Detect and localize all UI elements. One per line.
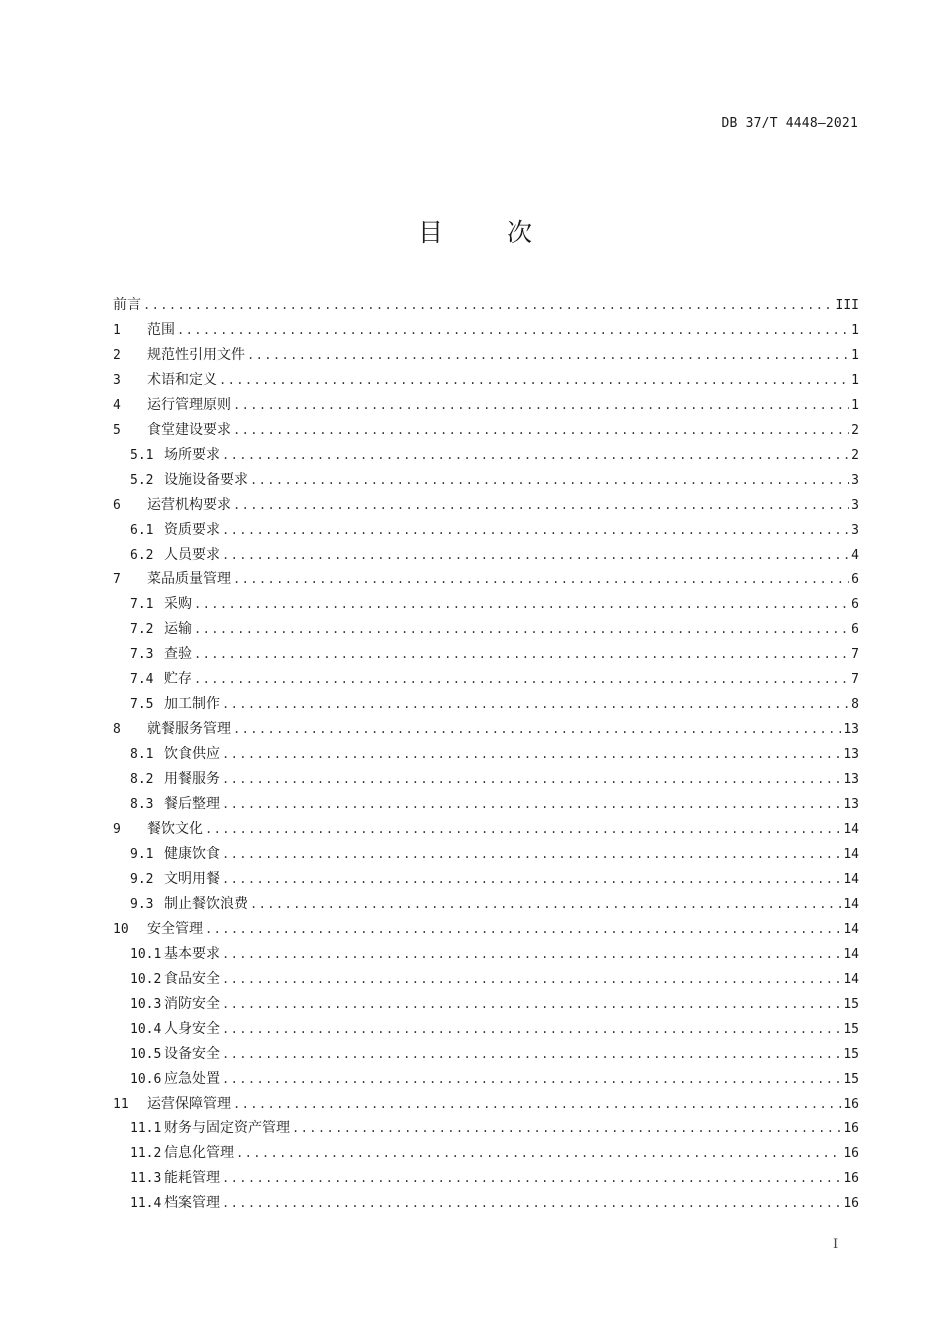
toc-dot-leader: [222, 742, 841, 767]
toc-entry-number: 10.5: [130, 1046, 162, 1062]
toc-entry-page: 16: [843, 1196, 859, 1212]
toc-entry-label: 查验: [164, 646, 192, 663]
toc-entry[interactable]: [113, 967, 859, 992]
toc-entry-label: 资质要求: [164, 521, 220, 538]
toc-entry-label: 消防安全: [164, 995, 220, 1012]
toc-entry[interactable]: [113, 393, 859, 418]
toc-dot-leader: [194, 617, 849, 642]
toc-entry[interactable]: [113, 1042, 859, 1067]
toc-entry-number: 7.2: [130, 622, 154, 638]
toc-entry-label: 运行管理原则: [147, 396, 231, 413]
toc-entry-number: 7: [113, 572, 121, 588]
toc-entry-number: 6.2: [130, 547, 154, 563]
toc-entry[interactable]: [113, 1166, 859, 1191]
toc-entry[interactable]: [113, 592, 859, 617]
toc-entry-page: 6: [851, 572, 859, 588]
toc-entry[interactable]: [113, 1141, 859, 1166]
toc-entry[interactable]: [113, 1092, 859, 1117]
toc-entry-label: 餐饮文化: [147, 821, 203, 838]
toc-entry-number: 8: [113, 722, 121, 738]
toc-entry-label: 菜品质量管理: [147, 571, 231, 588]
toc-dot-leader: [250, 892, 841, 917]
toc-dot-leader: [233, 393, 849, 418]
toc-entry-number: 3: [113, 372, 121, 388]
toc-dot-leader: [222, 942, 841, 967]
toc-entry-label: 人员要求: [164, 546, 220, 563]
toc-dot-leader: [222, 867, 841, 892]
toc-entry-number: 10.3: [130, 996, 162, 1012]
toc-entry-number: 10.6: [130, 1071, 162, 1087]
toc-entry[interactable]: [113, 992, 859, 1017]
toc-entry[interactable]: [113, 493, 859, 518]
toc-entry-label: 用餐服务: [164, 771, 220, 788]
toc-entry-number: 7.5: [130, 697, 154, 713]
toc-dot-leader: [177, 318, 849, 343]
toc-entry-page: 15: [843, 1071, 859, 1087]
toc-entry-page: 2: [851, 447, 859, 463]
toc-entry-label: 健康饮食: [164, 845, 220, 862]
toc-entry-page: 16: [843, 1096, 859, 1112]
toc-entry-number: 4: [113, 397, 121, 413]
toc-entry-number: 9.3: [130, 896, 154, 912]
toc-entry[interactable]: [113, 667, 859, 692]
toc-entry-page: 1: [851, 322, 859, 338]
toc-entry-page: 14: [843, 971, 859, 987]
toc-entry-page: 6: [851, 597, 859, 613]
toc-dot-leader: [194, 667, 849, 692]
toc-entry-label: 信息化管理: [164, 1145, 234, 1162]
toc-entry[interactable]: [113, 1017, 859, 1042]
toc-entry-label: 贮存: [164, 671, 192, 688]
toc-entry-label: 食品安全: [164, 970, 220, 987]
toc-entry-label: 人身安全: [164, 1020, 220, 1037]
toc-dot-leader: [222, 692, 849, 717]
toc-entry-label: 运输: [164, 621, 192, 638]
toc-entry[interactable]: [113, 942, 859, 967]
toc-entry-label: 制止餐饮浪费: [164, 895, 248, 912]
toc-entry-number: 8.2: [130, 772, 154, 788]
toc-entry[interactable]: [113, 917, 859, 942]
toc-entry-page: 14: [843, 896, 859, 912]
toc-dot-leader: [194, 642, 849, 667]
toc-entry-number: 11.1: [130, 1121, 162, 1137]
toc-entry-page: 13: [843, 797, 859, 813]
toc-dot-leader: [247, 343, 849, 368]
toc-entry-number: 8.3: [130, 797, 154, 813]
toc-dot-leader: [250, 468, 849, 493]
toc-entry-page: 2: [851, 422, 859, 438]
toc-entry-label: 采购: [164, 596, 192, 613]
toc-entry-label: 文明用餐: [164, 870, 220, 887]
toc-dot-leader: [292, 1116, 841, 1141]
toc-entry-number: 5.1: [130, 447, 154, 463]
toc-entry[interactable]: [113, 792, 859, 817]
toc-entry[interactable]: [113, 343, 859, 368]
toc-entry-number: 11.4: [130, 1196, 162, 1212]
toc-entry[interactable]: [113, 692, 859, 717]
toc-entry-label: 术语和定义: [147, 371, 217, 388]
toc-entry[interactable]: [113, 642, 859, 667]
toc-dot-leader: [222, 543, 849, 568]
toc-entry-page: 7: [851, 647, 859, 663]
toc-entry-label: 范围: [147, 321, 175, 338]
toc-entry-number: 6: [113, 497, 121, 513]
toc-entry-page: 1: [851, 397, 859, 413]
toc-entry[interactable]: [113, 742, 859, 767]
toc-entry[interactable]: [113, 1067, 859, 1092]
toc-entry-page: 15: [843, 996, 859, 1012]
toc-entry-label: 基本要求: [164, 945, 220, 962]
toc-entry[interactable]: [113, 318, 859, 343]
toc-entry-label: 运营机构要求: [147, 496, 231, 513]
toc-dot-leader: [222, 842, 841, 867]
toc-entry-label: 档案管理: [164, 1195, 220, 1212]
toc-entry-number: 9.2: [130, 871, 154, 887]
toc-entry[interactable]: [113, 817, 859, 842]
toc-dot-leader: [222, 1042, 841, 1067]
toc-dot-leader: [222, 767, 841, 792]
toc-entry-page: 13: [843, 772, 859, 788]
toc-entry-page: 14: [843, 822, 859, 838]
toc-entry-number: 8.1: [130, 747, 154, 763]
toc-dot-leader: [222, 1017, 841, 1042]
toc-entry[interactable]: [113, 468, 859, 493]
toc-entry-page: 3: [851, 522, 859, 538]
toc-entry-page: 4: [851, 547, 859, 563]
toc-entry[interactable]: [113, 518, 859, 543]
toc-dot-leader: [222, 1166, 841, 1191]
toc-entry[interactable]: [113, 892, 859, 917]
toc-entry-page: 16: [843, 1146, 859, 1162]
page-number: I: [833, 1237, 839, 1252]
toc-entry-page: 13: [843, 722, 859, 738]
toc-dot-leader: [233, 418, 849, 443]
toc-dot-leader: [222, 967, 841, 992]
toc-dot-leader: [222, 992, 841, 1017]
toc-dot-leader: [222, 1191, 841, 1216]
toc-entry-label: 就餐服务管理: [147, 721, 231, 738]
toc-dot-leader: [143, 293, 834, 318]
page-title: 目 次: [418, 218, 560, 247]
toc-entry-number: 10.1: [130, 946, 162, 962]
toc-entry[interactable]: [113, 617, 859, 642]
toc-entry[interactable]: [113, 443, 859, 468]
toc-entry-number: 6.1: [130, 522, 154, 538]
toc-entry-page: 13: [843, 747, 859, 763]
toc-entry[interactable]: [113, 418, 859, 443]
toc-entry-number: 10: [113, 921, 129, 937]
toc-dot-leader: [233, 493, 849, 518]
toc-entry[interactable]: [113, 567, 859, 592]
table-of-contents: [113, 293, 859, 1216]
toc-entry-page: 16: [843, 1171, 859, 1187]
toc-dot-leader: [222, 1067, 841, 1092]
toc-entry-label: 前言: [113, 297, 141, 313]
toc-entry[interactable]: [113, 1191, 859, 1216]
toc-entry-label: 安全管理: [147, 920, 203, 937]
toc-entry-page: 8: [851, 697, 859, 713]
toc-entry-number: 1: [113, 322, 121, 338]
toc-entry[interactable]: [113, 293, 859, 318]
toc-dot-leader: [222, 792, 841, 817]
toc-dot-leader: [236, 1141, 841, 1166]
toc-entry-page: 1: [851, 372, 859, 388]
toc-entry[interactable]: [113, 717, 859, 742]
toc-entry-label: 应急处置: [164, 1070, 220, 1087]
toc-dot-leader: [205, 817, 841, 842]
toc-dot-leader: [194, 592, 849, 617]
toc-entry-label: 餐后整理: [164, 796, 220, 813]
toc-entry-label: 加工制作: [164, 696, 220, 713]
toc-entry-number: 2: [113, 347, 121, 363]
toc-entry-number: 5: [113, 422, 121, 438]
toc-entry[interactable]: [113, 1116, 859, 1141]
toc-entry-number: 10.4: [130, 1021, 162, 1037]
toc-entry-page: 14: [843, 946, 859, 962]
toc-dot-leader: [233, 567, 849, 592]
toc-dot-leader: [219, 368, 849, 393]
toc-entry-page: 3: [851, 472, 859, 488]
toc-dot-leader: [222, 518, 849, 543]
toc-entry-label: 财务与固定资产管理: [164, 1120, 290, 1137]
toc-entry-page: 6: [851, 622, 859, 638]
toc-dot-leader: [222, 443, 849, 468]
toc-entry-page: 15: [843, 1021, 859, 1037]
toc-entry-number: 7.4: [130, 672, 154, 688]
toc-dot-leader: [233, 1092, 841, 1117]
toc-entry-page: 15: [843, 1046, 859, 1062]
toc-entry-label: 设施设备要求: [164, 471, 248, 488]
toc-entry-number: 11.2: [130, 1146, 162, 1162]
toc-entry[interactable]: [113, 368, 859, 393]
toc-entry-number: 9.1: [130, 846, 154, 862]
toc-entry-number: 11.3: [130, 1171, 162, 1187]
toc-entry[interactable]: [113, 867, 859, 892]
toc-entry-page: 14: [843, 921, 859, 937]
toc-dot-leader: [233, 717, 841, 742]
toc-entry-page: 3: [851, 497, 859, 513]
toc-entry-number: 5.2: [130, 472, 154, 488]
toc-entry-label: 食堂建设要求: [147, 421, 231, 438]
toc-entry-label: 场所要求: [164, 446, 220, 463]
toc-entry-number: 9: [113, 822, 121, 838]
document-code: DB 37/T 4448—2021: [721, 116, 858, 131]
toc-entry-label: 能耗管理: [164, 1170, 220, 1187]
toc-entry-label: 设备安全: [164, 1045, 220, 1062]
toc-entry-number: 10.2: [130, 971, 162, 987]
toc-entry-page: 14: [843, 871, 859, 887]
toc-entry-number: 7.1: [130, 597, 154, 613]
toc-entry-page: 14: [843, 846, 859, 862]
toc-entry-number: 7.3: [130, 647, 154, 663]
toc-entry-page: 7: [851, 672, 859, 688]
toc-entry-label: 饮食供应: [164, 746, 220, 763]
toc-entry-number: 11: [113, 1096, 129, 1112]
toc-entry[interactable]: [113, 543, 859, 568]
toc-entry-label: 规范性引用文件: [147, 346, 245, 363]
toc-entry-page: 16: [843, 1121, 859, 1137]
toc-dot-leader: [205, 917, 841, 942]
toc-entry-page: 1: [851, 347, 859, 363]
toc-entry-label: 运营保障管理: [147, 1095, 231, 1112]
toc-entry[interactable]: [113, 842, 859, 867]
toc-entry[interactable]: [113, 767, 859, 792]
toc-entry-page: III: [835, 298, 859, 313]
